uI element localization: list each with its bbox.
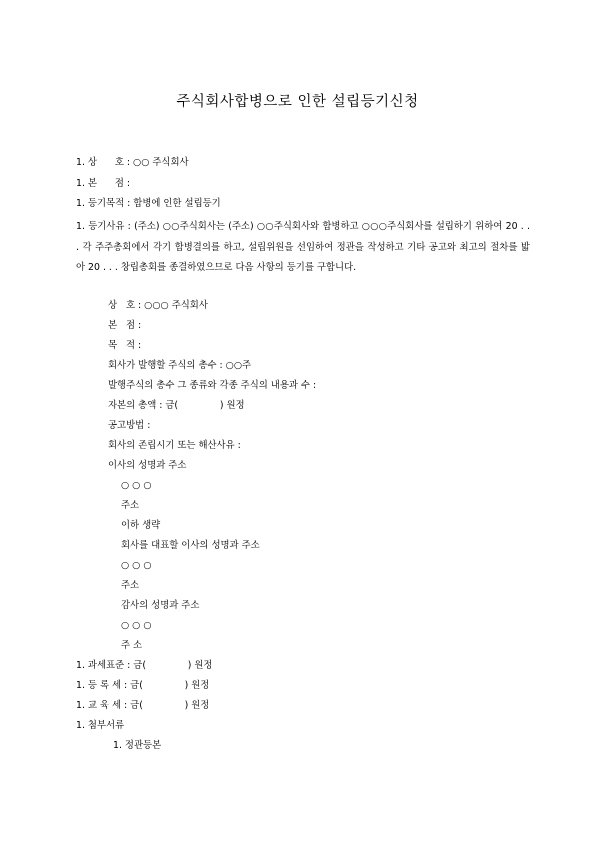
detail-purpose: 목 적 : [108,340,142,351]
detail-duration: 회사의 존립시기 또는 해산사유 : [108,440,241,451]
education-tax-line: 1. 교 육 세 : 금( ) 원정 [76,700,210,711]
auditor-address: 주 소 [121,640,143,651]
registration-cause-paragraph: 1. 등기사유 : (주소) ○○주식회사는 (주소) ○○주식회사와 합병하고 ○○○주식회사를 설립하기 위하여 20 . . . 각 주주총회에서 각기 합병결의를 하고, 설립위원을 선임하여 정관을 작성하고 기타 공고와 최고의 절차를 밟아 20 . . . 창립총회를 종결하였으므로 다음 사항의 등기를 구합니다. [76,221,530,273]
director-address: 주소 [121,500,140,511]
attachments-heading: 1. 첨부서류 [76,720,125,731]
head-office-line: 1. 본 점 : [76,178,131,189]
auditor-name: ○ ○ ○ [121,620,152,631]
document-title: 주식회사합병으로 인한 설립등기신청 [176,94,419,110]
registration-purpose-line: 1. 등기목적 : 합병에 인한 설립등기 [76,198,221,209]
directors-heading: 이사의 성명과 주소 [108,460,187,471]
attachment-item: 1. 정관등본 [113,740,162,751]
omitted-note: 이하 생략 [121,520,161,531]
representative-heading: 회사를 대표할 이사의 성명과 주소 [121,540,260,551]
company-name-line: 1. 상 호 : ○○ 주식회사 [76,157,189,168]
tax-base-line: 1. 과세표준 : 금( ) 원정 [76,660,213,671]
representative-name: ○ ○ ○ [121,560,152,571]
detail-trade-name: 상 호 : ○○○ 주식회사 [108,300,208,311]
detail-head-office: 본 점 : [108,320,142,331]
detail-total-shares: 회사가 발행할 주식의 총수 : ○○주 [108,360,252,371]
representative-address: 주소 [121,580,140,591]
detail-notice-method: 공고방법 : [108,420,151,431]
auditor-heading: 감사의 성명과 주소 [121,600,200,611]
registration-tax-line: 1. 등 록 세 : 금( ) 원정 [76,680,210,691]
detail-issued-shares: 발행주식의 총수 그 종류와 각종 주식의 내용과 수 : [108,380,317,391]
detail-capital: 자본의 총액 : 금( ) 원정 [108,400,245,411]
director-name: ○ ○ ○ [121,480,152,491]
